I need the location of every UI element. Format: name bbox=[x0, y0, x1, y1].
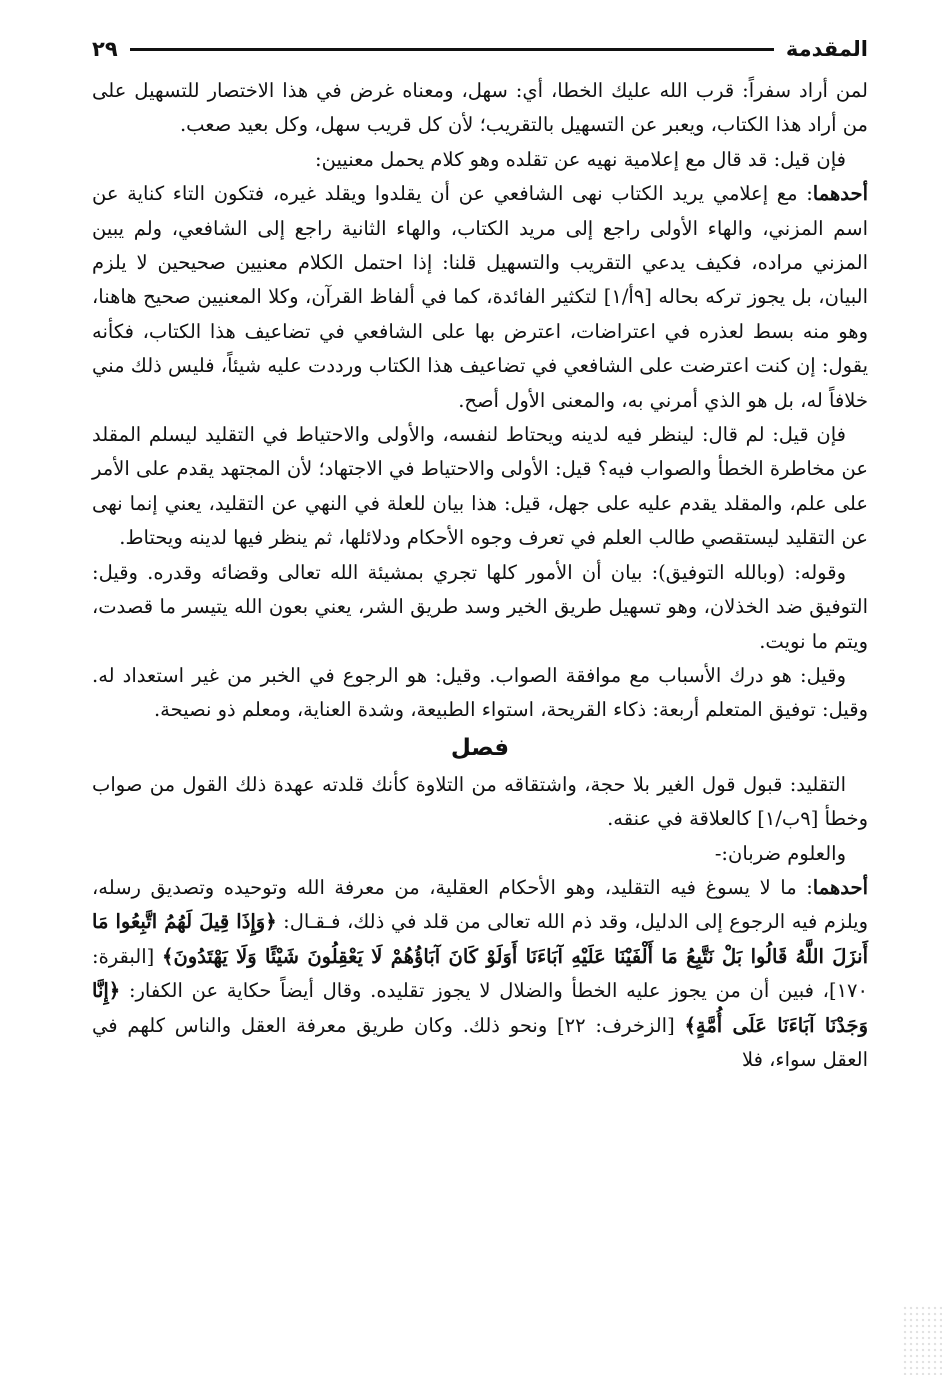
paragraph-6 bbox=[92, 659, 868, 728]
scan-speckle bbox=[902, 1305, 942, 1375]
paragraph-text: والعلوم ضربان:- bbox=[714, 841, 846, 865]
paragraph-text: : مع إعلامي يريد الكتاب نهى الشافعي عن أن يقلدوا ويقلد غيره، فتكون التاء كناية عن اسم المزني، والهاء الأولى راجع إلى مريد الكتاب، والهاء الثانية راجع إلى الشافعي، ولم يبين المزني مراده، فكيف يدعي التقريب والتسهيل قلنا: إذا احتمل الكلام معنيين صحيحين لا يلزم البيان، بل يجوز تركه بحاله [٩أ/١] لتكثير الفائدة، كما في ألفاظ القرآن، وكلا المعنيين صحيح هاهنا، وهو منه بسط لعذره في اعتراضات، اعترض بها على الشافعي في تضاعيف هذا الكتاب، فكأنه يقول: إن كنت اعترضت على الشافعي في تضاعيف هذا الكتاب ورددت عليه شيئاً، فليس ذلك مني خلافاً له، بل هو الذي أمرني به، والمعنى الأول أصح. bbox=[92, 182, 868, 412]
paragraph-text: فإن قيل: قد قال مع إعلامية نهيه عن تقلده وهو كلام يحمل معنيين: bbox=[315, 147, 846, 171]
paragraph-1 bbox=[92, 74, 868, 143]
running-header bbox=[92, 26, 868, 72]
section-paragraph-3 bbox=[92, 871, 868, 1077]
body-text bbox=[92, 74, 868, 1077]
section-paragraph-1 bbox=[92, 768, 868, 837]
section-heading: فصل bbox=[450, 734, 510, 761]
document-page bbox=[92, 26, 868, 1077]
paragraph-5 bbox=[92, 556, 868, 659]
quran-quote: ﴿وَإِذَا قِيلَ لَهُمُ اتَّبِعُوا مَا أَنزَلَ اللَّهُ قَالُوا بَلْ نَتَّبِعُ مَا أَلْفَيْنَا عَلَيْهِ آبَاءَنَا أَوَلَوْ كَانَ آبَاؤُهُمْ لَا يَعْقِلُونَ شَيْئًا وَلَا يَهْتَدُونَ﴾ bbox=[92, 910, 869, 968]
paragraph-2 bbox=[92, 143, 868, 177]
paragraph-text: فإن قيل: لم قال: لينظر فيه لدينه ويحتاط لنفسه، والأولى والاحتياط في التقليد ليسلم المقلد عن مخاطرة الخطأ والصواب فيه؟ قيل: الأولى والاحتياط في الاجتهاد؛ لأن المجتهد يقدم على الأمر على علم، والمقلد يقدم عليه على جهل، قيل: هذا بيان للعلة في النهي عن التقليد، يعني إنما نهى عن التقليد ليستقصي طالب العلم في تعرف وجوه الأحكام ودلائلها، ثم ينظر فيها لدينه ويحتاط. bbox=[92, 423, 868, 550]
paragraph-text: وقيل: هو درك الأسباب مع موافقة الصواب. وقيل: هو الرجوع في الخبر من غير استعداد له. وقيل: توفيق المتعلم أربعة: ذكاء القريحة، استواء الطبيعة، وشدة العناية، ومعلم ذو نصيحة. bbox=[92, 663, 868, 722]
page-number: ٢٩ bbox=[92, 37, 118, 61]
paragraph-4 bbox=[92, 418, 868, 556]
paragraph-text: وقوله: (وبالله التوفيق): بيان أن الأمور كلها تجري بمشيئة الله تعالى وقضائه وقدره. وقيل: التوفيق ضد الخذلان، وهو تسهيل طريق الخير وسد طريق الشر، يعني بعون الله يتيسر ما قصدت، ويتم ما نويت. bbox=[92, 560, 868, 653]
paragraph-text: [البقرة: ١٧٠]، فبين أن من يجوز عليه الخطأ والضلال لا يجوز تقليده. وقال أيضاً حكاية عن الكفار: bbox=[92, 944, 868, 1003]
paragraph-text: لمن أراد سفراً: قرب الله عليك الخطا، أي: سهل، ومعناه غرض في هذا الاختصار للتسهيل على من أراد هذا الكتاب، ويعبر عن التسهيل بالتقريب؛ لأن كل قريب سهل، وكل بعيد صعب. bbox=[92, 79, 868, 137]
paragraph-3 bbox=[92, 177, 868, 418]
paragraph-text: : ما لا يسوغ فيه التقليد، وهو الأحكام العقلية، من معرفة الله وتوحيده وتصديق رسله، ويلزم فيه الرجوع إلى الدليل، وقد ذم الله تعالى من قلد في ذلك، فـقـال: bbox=[92, 875, 868, 934]
chapter-title: المقدمة bbox=[785, 37, 868, 61]
paragraph-lead-word: أحدهما bbox=[812, 182, 868, 206]
header-rule bbox=[130, 48, 774, 51]
paragraph-text: [الزخرف: ٢٢] ونحو ذلك. وكان طريق معرفة العقل والناس كلهم في العقل سواء، فلا bbox=[92, 1013, 868, 1071]
paragraph-text: التقليد: قبول قول الغير بلا حجة، واشتقاقه من التلاوة كأنك قلدته عهدة ذلك القول من صواب وخطأ [٩ب/١] كالعلاقة في عنقه. bbox=[92, 772, 868, 831]
paragraph-lead-word: أحدهما bbox=[812, 875, 868, 899]
section-paragraph-2 bbox=[92, 837, 868, 871]
quran-quote: ﴿إِنَّا وَجَدْنَا آبَاءَنَا عَلَى أُمَّةٍ﴾ bbox=[92, 979, 868, 1037]
